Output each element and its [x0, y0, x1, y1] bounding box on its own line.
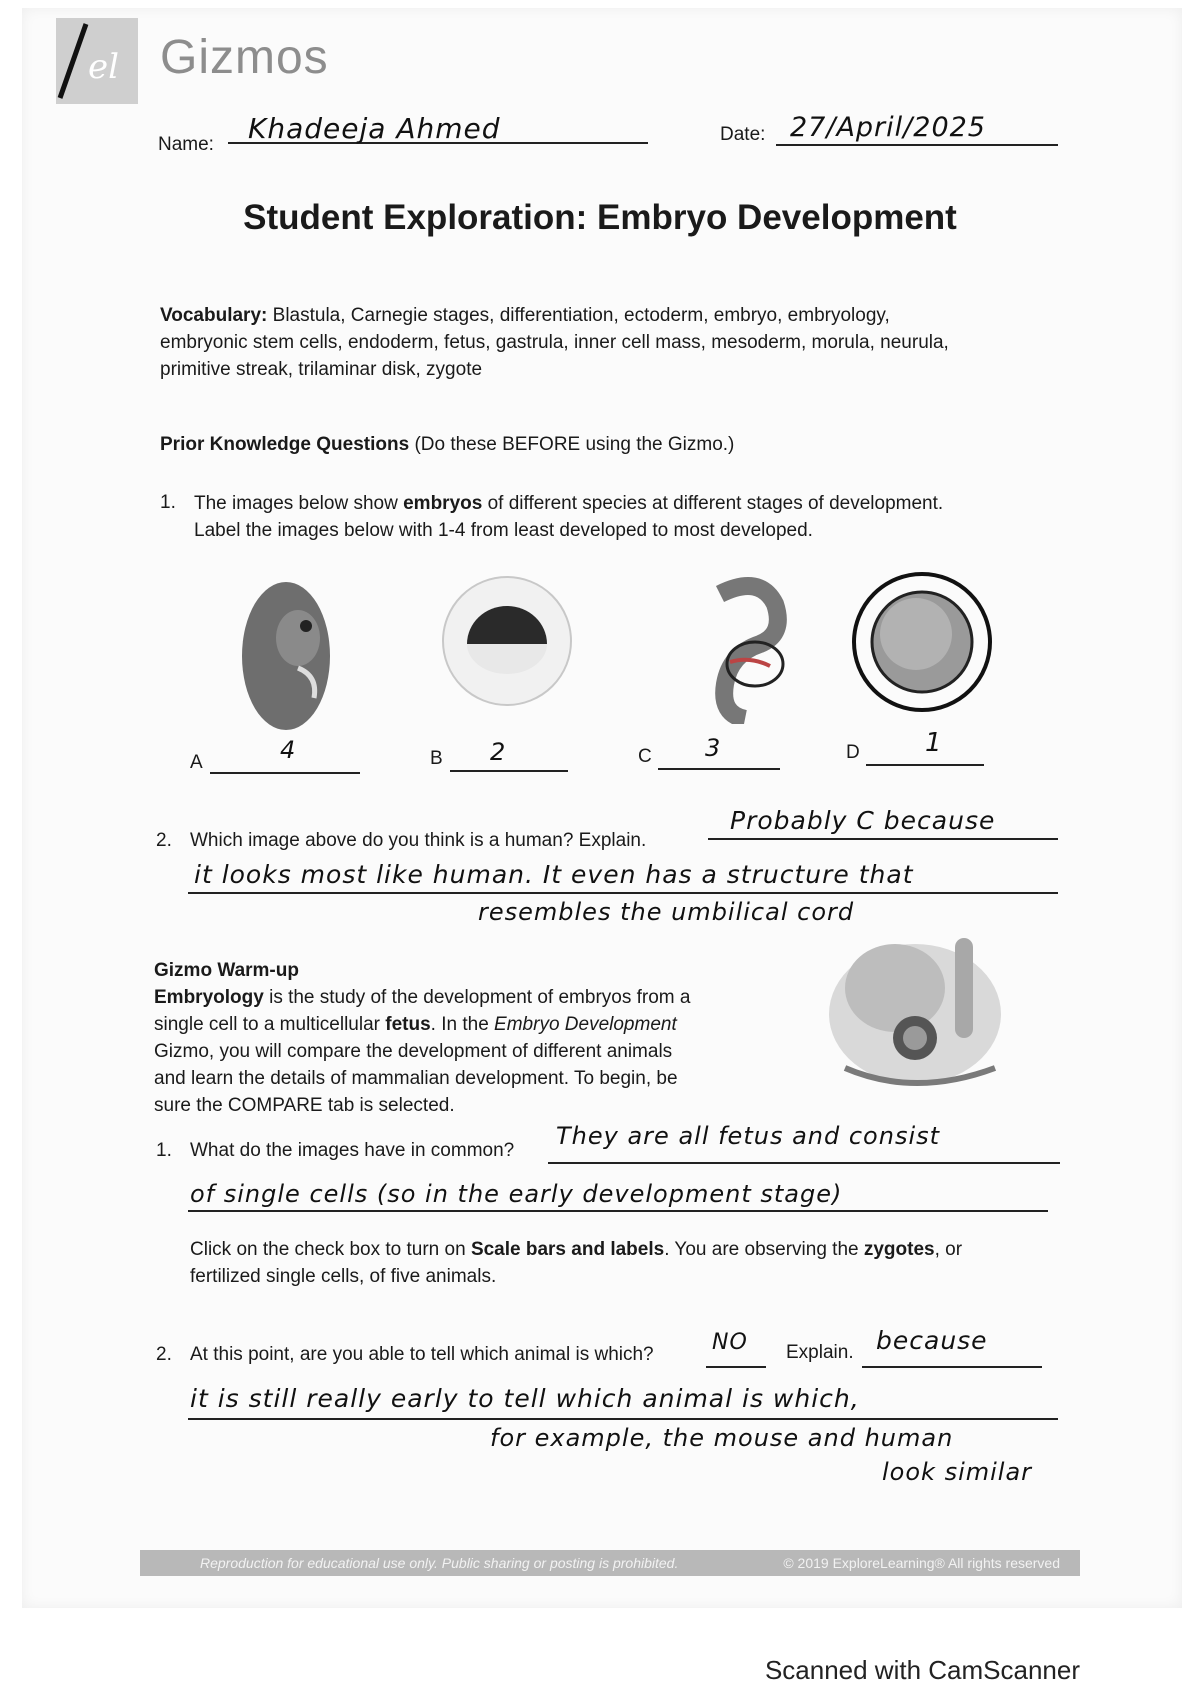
warmup-q2-explain-label: Explain.: [786, 1342, 854, 1363]
warmup-q2-answer-2: it is still really early to tell which animal is which,: [190, 1384, 860, 1413]
warmup-q2-answer-4: look similar: [882, 1458, 1033, 1486]
pk-q1-number: 1.: [160, 492, 176, 513]
answer-a-value: 4: [280, 736, 297, 764]
instruction-zygotes: zygotes: [863, 1239, 935, 1260]
pk-q2-answer-2: it looks most like human. It even has a structure that: [194, 860, 914, 889]
prior-knowledge-heading: [160, 434, 734, 456]
gizmos-logo: [56, 18, 138, 104]
instruction-mid: . You are observing the: [664, 1239, 864, 1260]
embryo-image-a: [228, 568, 348, 738]
pk-q1-text-bold: embryos: [403, 493, 483, 514]
label-a: A: [190, 752, 203, 773]
vocabulary-label: Vocabulary:: [160, 305, 268, 326]
instruction-line-2: fertilized single cells, of five animals.: [190, 1266, 497, 1287]
label-c: C: [638, 746, 652, 767]
scanner-watermark: Scanned with CamScanner: [764, 1655, 1080, 1685]
embryo-image-d: [850, 570, 995, 715]
instruction-pre: Click on the check box to turn on: [190, 1239, 471, 1260]
answer-c-value: 3: [705, 734, 722, 762]
vocabulary-line-3: primitive streak, trilaminar disk, zygote: [160, 359, 483, 380]
warmup-q2-answer-3: for example, the mouse and human: [490, 1424, 954, 1452]
instruction-post: , or: [934, 1239, 963, 1260]
name-value: Khadeeja Ahmed: [248, 112, 501, 145]
copyright-footer: [140, 1550, 1080, 1576]
warmup-term-fetus: fetus: [385, 1014, 431, 1035]
pk-q1-text: [194, 490, 1074, 544]
warmup-line-5: sure the COMPARE tab is selected.: [154, 1095, 455, 1116]
pk-q1-text-post: of different species at different stages of development.: [482, 493, 944, 514]
warmup-q1-text: What do the images have in common?: [190, 1140, 515, 1161]
prior-knowledge-title: Prior Knowledge Questions: [160, 434, 410, 455]
embryo-image-c: [680, 574, 790, 724]
pk-q2-answer-1: Probably C because: [730, 806, 996, 835]
label-d: D: [846, 742, 860, 763]
prior-knowledge-note: (Do these BEFORE using the Gizmo.): [414, 434, 735, 455]
footer-left-text: Reproduction for educational use only. Public sharing or posting is prohibited.: [200, 1555, 679, 1571]
warmup-q2-text: At this point, are you able to tell which animal is which?: [190, 1344, 654, 1365]
warmup-line-2-mid: . In the: [430, 1014, 495, 1035]
warmup-term-embryology: Embryology: [154, 987, 264, 1008]
svg-text:el: el: [88, 47, 119, 87]
answer-b-value: 2: [490, 738, 507, 766]
warmup-line-2-pre: single cell to a multicellular: [154, 1014, 386, 1035]
warmup-line-3: Gizmo, you will compare the development of different animals: [154, 1041, 673, 1062]
warmup-instruction: [190, 1236, 1070, 1290]
date-value: 27/April/2025: [790, 112, 986, 143]
warmup-q1-answer-1: They are all fetus and consist: [556, 1122, 941, 1150]
warmup-heading: Gizmo Warm-up: [154, 960, 299, 981]
pk-q2-text: Which image above do you think is a human? Explain.: [190, 830, 647, 851]
warmup-q1-answer-2: of single cells (so in the early development stage): [190, 1180, 843, 1208]
vocabulary-line-1: Blastula, Carnegie stages, differentiation, ectoderm, embryo, embryology,: [272, 305, 890, 326]
pk-q1-line2: Label the images below with 1-4 from least developed to most developed.: [194, 520, 813, 541]
warmup-q2-answer-1: because: [876, 1326, 988, 1355]
pk-q1-text-pre: The images below show: [194, 493, 404, 514]
answer-b-field[interactable]: [450, 740, 568, 772]
warmup-line-1: is the study of the development of embryos from a: [263, 987, 691, 1008]
warmup-line-4: and learn the details of mammalian development. To begin, be: [154, 1068, 678, 1089]
date-label: Date:: [720, 124, 766, 145]
pk-q2-number: 2.: [156, 830, 172, 851]
warmup-q2-short-answer: NO: [712, 1330, 748, 1355]
answer-d-value: 1: [925, 728, 943, 758]
warmup-paragraph: [154, 984, 774, 1119]
pk-q2-answer-3: resembles the umbilical cord: [478, 898, 855, 926]
instruction-scale-bars: Scale bars and labels: [470, 1239, 665, 1260]
vocabulary: [160, 302, 1080, 383]
logo-text: Gizmos: [160, 31, 329, 84]
warmup-gizmo-name: Embryo Development: [494, 1014, 677, 1035]
embryo-image-b: [440, 574, 575, 709]
label-b: B: [430, 748, 443, 769]
name-label: Name:: [158, 134, 214, 155]
footer-right-text: © 2019 ExploreLearning® All rights reserved: [783, 1555, 1060, 1571]
vocabulary-line-2: embryonic stem cells, endoderm, fetus, gastrula, inner cell mass, mesoderm, morula, neurula,: [160, 332, 949, 353]
page-title: Student Exploration: Embryo Development: [243, 198, 957, 237]
warmup-q1-number: 1.: [156, 1140, 172, 1161]
fetus-image: [815, 918, 1015, 1098]
warmup-q2-number: 2.: [156, 1344, 172, 1365]
